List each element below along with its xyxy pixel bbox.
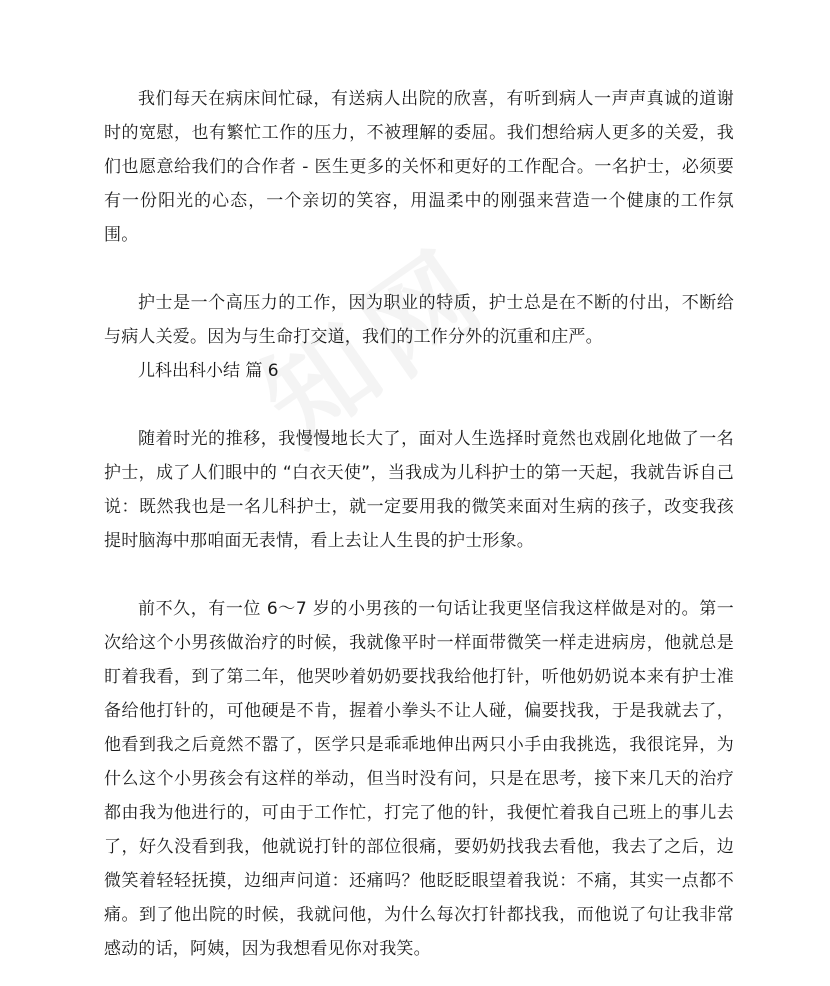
paragraph-4: 前不久，有一位 6～7 岁的小男孩的一句话让我更坚信我这样做是对的。第一次给这个小男孩做治疗的时候，我就像平时一样面带微笑一样走进病房，他就总是盯着我看，到了第二年，他哭吵着奶奶要找我给他打针，听他奶奶说本来有护士准备给他打针的，可他硬是不肯，握着小拳头不让人碰，偏要找我，于是我就去了，他看到我之后竟然不嚣了，医学只是乖乖地伸出两只小手由我挑选，我很诧异，为什么这个小男孩会有这样的举动，但当时没有问，只是在思考，接下来几天的治疗都由我为他进行的，可由于工作忙，打完了他的针，我便忙着我自己班上的事儿去了，好久没看到我，他就说打针的部位很痛，要奶奶找我去看他，我去了之后，边微笑着轻轻抚摸，边细声问道：还痛吗？他眨眨眼望着我说：不痛，其实一点都不痛。到了他出院的时候，我就问他，为什么每次打针都找我，而他说了句让我非常感动的话，阿姨，因为我想看见你对我笑。 <box>104 599 734 959</box>
paragraph-3: 随着时光的推移，我慢慢地长大了，面对人生选择时竟然也戏剧化地做了一名护士，成了人们眼中的 “白衣天使”，当我成为儿科护士的第一天起，我就告诉自己说：既然我也是一名儿科护士，就一定要用我的微笑来面对生病的孩子，改变我孩提时脑海中那咱面无表情，看上去让人生畏的护士形象。 <box>104 429 734 551</box>
document-body <box>104 82 734 966</box>
paragraph-1: 我们每天在病床间忙碌，有送病人出院的欣喜，有听到病人一声声真诚的道谢时的宽慰，也有繁忙工作的压力，不被理解的委屈。我们想给病人更多的关爱，我们也愿意给我们的合作者 - 医生更多的关怀和更好的工作配合。一名护士，必须要有一份阳光的心态，一个亲切的笑容，用温柔中的刚强来营造一个健康的工作氛围。 <box>104 89 734 245</box>
paragraph-2: 护士是一个高压力的工作，因为职业的特质，护士总是在不断的付出，不断给与病人关爱。因为与生命打交道，我们的工作分外的沉重和庄严。 <box>104 293 734 347</box>
section-heading: 儿科出科小结 篇 6 <box>138 361 279 381</box>
